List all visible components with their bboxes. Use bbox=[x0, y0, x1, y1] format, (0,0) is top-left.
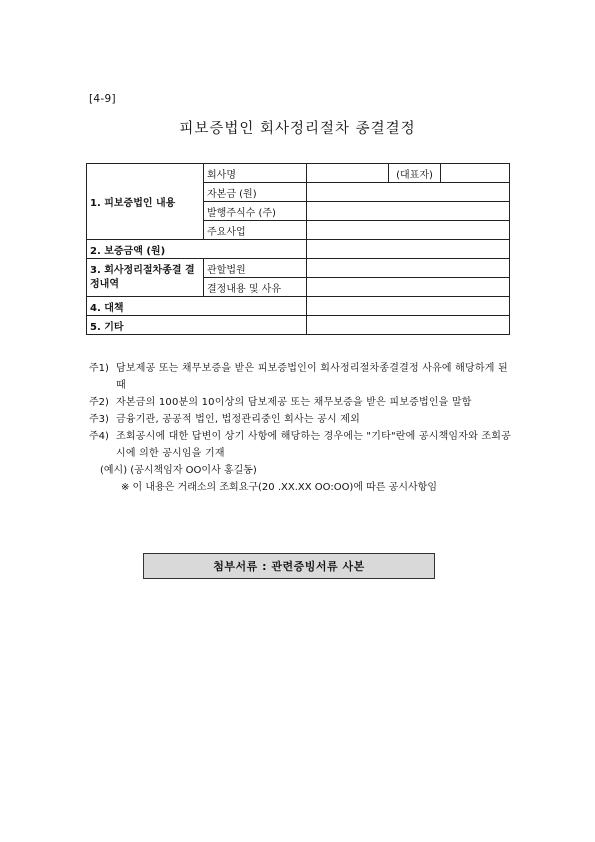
note-tag: 주4) bbox=[89, 431, 109, 442]
business-label: 주요사업 bbox=[204, 221, 307, 240]
form-code: [4-9] bbox=[89, 93, 116, 105]
decision-value[interactable] bbox=[307, 278, 510, 297]
section-2-label: 2. 보증금액 (원) bbox=[87, 240, 307, 259]
representative-value[interactable] bbox=[441, 164, 510, 183]
example-line: (예시) (공시책임자 OO이사 홍길동) bbox=[100, 465, 257, 476]
note-tag: 주1) bbox=[89, 363, 109, 374]
note-tag: 주2) bbox=[89, 397, 109, 408]
shares-label: 발행주식수 (주) bbox=[204, 202, 307, 221]
disclosure-table bbox=[86, 163, 510, 335]
note-tag: 주3) bbox=[89, 414, 109, 425]
note-text: 자본금의 100분의 10이상의 담보제공 또는 채무보증을 받은 피보증법인을 말함 bbox=[116, 397, 472, 408]
representative-label: (대표자) bbox=[389, 164, 441, 183]
capital-label: 자본금 (원) bbox=[204, 183, 307, 202]
business-value[interactable] bbox=[307, 221, 510, 240]
guarantee-amount-value[interactable] bbox=[307, 240, 510, 259]
section-4-label: 4. 대책 bbox=[87, 297, 307, 316]
decision-label: 결정내용 및 사유 bbox=[204, 278, 307, 297]
note-text: 금융기관, 공공적 법인, 법정관리중인 회사는 공시 제외 bbox=[116, 414, 360, 425]
remark-line: ※ 이 내용은 거래소의 조회요구(20 .XX.XX OO:OO)에 따른 공시사항임 bbox=[121, 482, 437, 493]
note-3 bbox=[89, 411, 519, 428]
note-4 bbox=[89, 428, 519, 462]
shares-value[interactable] bbox=[307, 202, 510, 221]
court-value[interactable] bbox=[307, 259, 510, 278]
court-label: 관할법원 bbox=[204, 259, 307, 278]
company-name-value[interactable] bbox=[307, 164, 389, 183]
section-3-label: 3. 회사정리절차종결 결정내역 bbox=[87, 259, 204, 297]
section-1-label: 1. 피보증법인 내용 bbox=[87, 164, 204, 240]
notes-section bbox=[89, 360, 519, 496]
document-title: 피보증법인 회사정리절차 종결결정 bbox=[179, 121, 416, 137]
note-2 bbox=[89, 394, 519, 411]
company-name-label: 회사명 bbox=[204, 164, 307, 183]
other-value[interactable] bbox=[307, 316, 510, 335]
note-1 bbox=[89, 360, 519, 394]
capital-value[interactable] bbox=[307, 183, 510, 202]
section-5-label: 5. 기타 bbox=[87, 316, 307, 335]
note-text: 담보제공 또는 채무보증을 받은 피보증법인이 회사정리절차종결결정 사유에 해당하게 된 때 bbox=[116, 363, 508, 391]
measures-value[interactable] bbox=[307, 297, 510, 316]
attachment-box: 첨부서류 : 관련증빙서류 사본 bbox=[143, 553, 435, 579]
note-text: 조회공시에 대한 답변이 상기 사항에 해당하는 경우에는 "기타"란에 공시책임자와 조회공시에 의한 공시임을 기재 bbox=[116, 431, 511, 459]
